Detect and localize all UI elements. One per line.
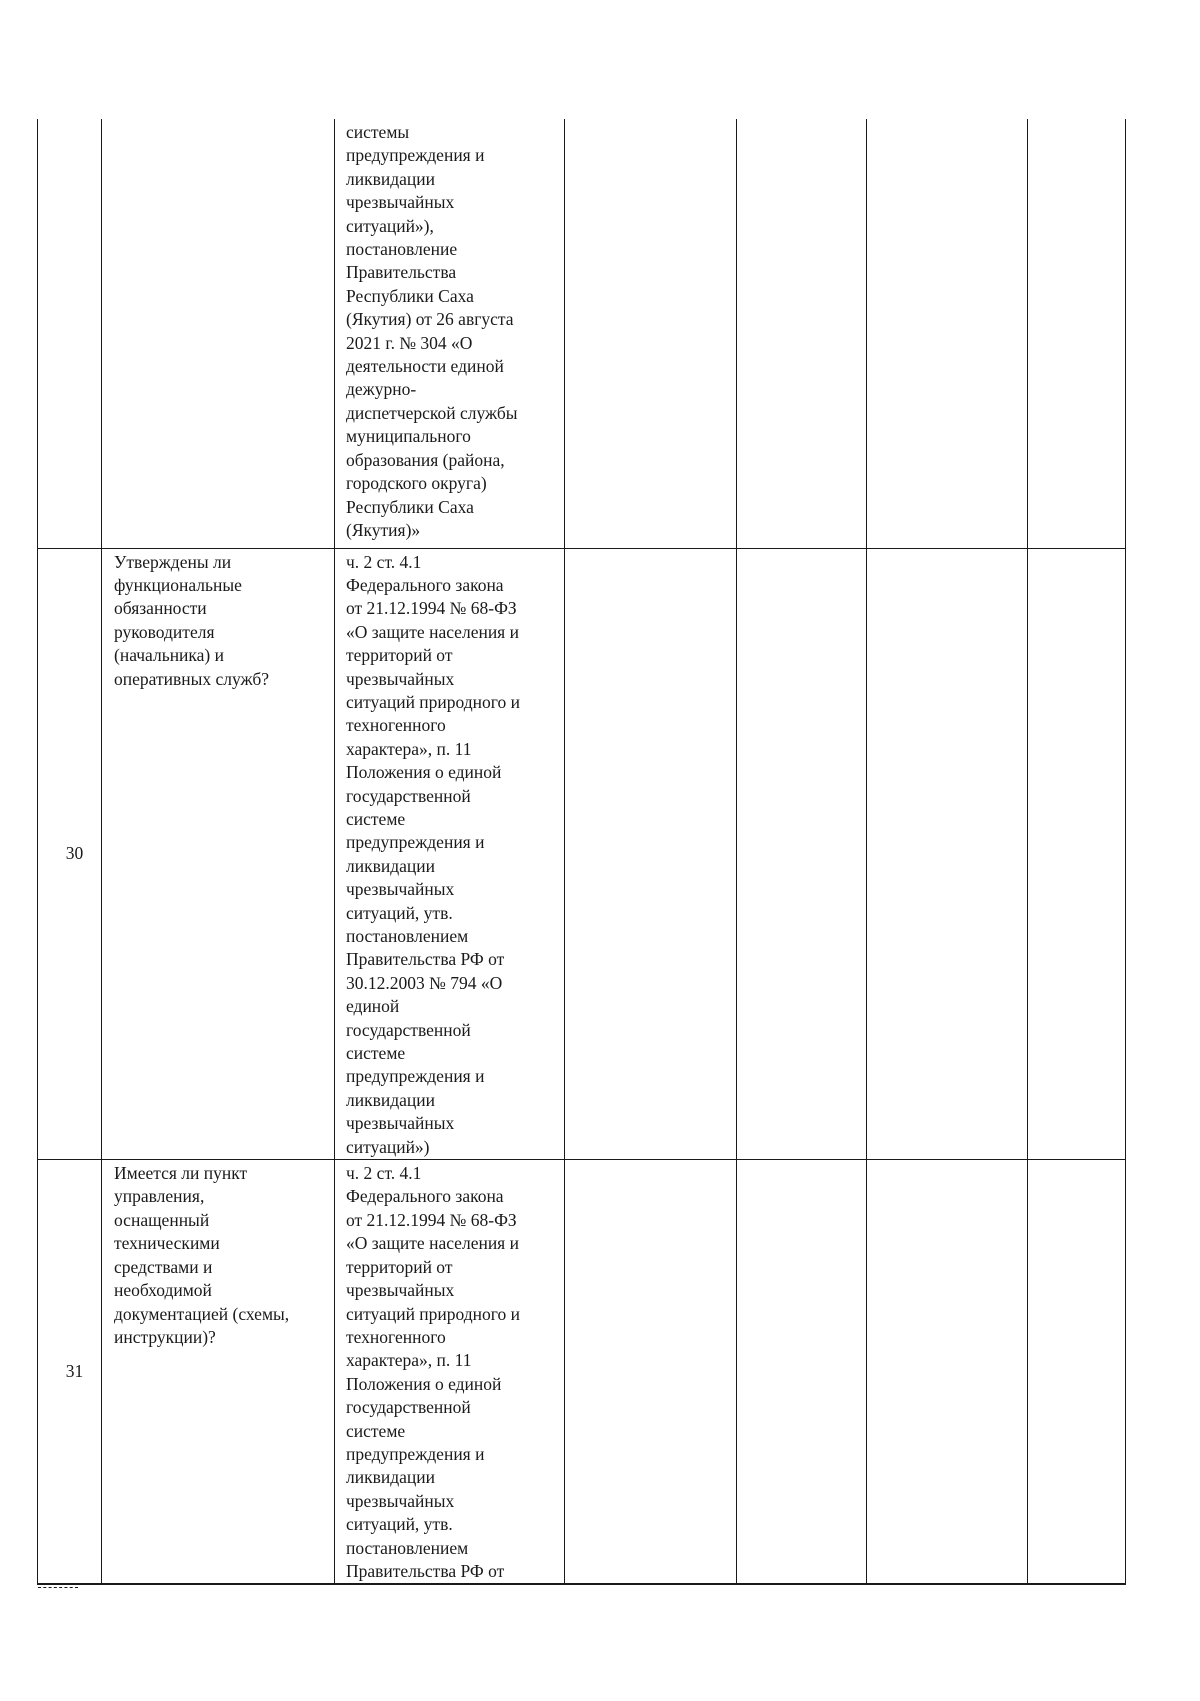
text-line: обязанности bbox=[114, 598, 207, 619]
text-line: от 21.12.1994 № 68-ФЗ bbox=[346, 598, 517, 619]
table-row-30 bbox=[38, 548, 1126, 1160]
text-line: характера», п. 11 bbox=[346, 1350, 472, 1371]
row-number bbox=[38, 119, 102, 548]
text-line: «О защите населения и bbox=[346, 621, 519, 642]
text-line: функциональные bbox=[114, 574, 242, 595]
text-line: Имеется ли пункт bbox=[114, 1163, 248, 1184]
text-line: (начальника) и bbox=[114, 645, 224, 666]
text-line: ч. 2 ст. 4.1 bbox=[346, 551, 422, 572]
text-line: государственной bbox=[346, 1019, 471, 1040]
question-cell bbox=[102, 548, 335, 1160]
text-line: ликвидации bbox=[346, 855, 435, 876]
text-line: документацией (схемы, bbox=[114, 1303, 290, 1324]
text-line: дежурно- bbox=[346, 379, 417, 400]
answer-yes-cell bbox=[565, 119, 737, 548]
text-line: постановлением bbox=[346, 1537, 469, 1558]
text-line: Утверждены ли bbox=[114, 551, 232, 572]
text-line: государственной bbox=[346, 785, 471, 806]
text-line: ч. 2 ст. 4.1 bbox=[346, 1163, 422, 1184]
text-line: предупреждения и bbox=[346, 832, 485, 853]
legal-basis-cell bbox=[335, 548, 565, 1160]
text-line: постановлением bbox=[346, 926, 469, 946]
text-line: городского округа) bbox=[346, 473, 487, 494]
text-line: системе bbox=[346, 1420, 406, 1441]
text-line: ситуаций»), bbox=[346, 215, 434, 236]
question-text bbox=[114, 551, 334, 691]
note-cell bbox=[1028, 1160, 1126, 1585]
text-line: системы bbox=[346, 122, 410, 142]
text-line: предупреждения и bbox=[346, 145, 485, 166]
answer-no-cell bbox=[737, 119, 867, 548]
row-number: 30 bbox=[38, 548, 102, 1160]
answer-not-applicable-cell bbox=[867, 1160, 1028, 1585]
text-line: средствами и bbox=[114, 1256, 213, 1277]
question-cell bbox=[102, 119, 335, 548]
table-row-31 bbox=[38, 1160, 1126, 1585]
text-line: системе bbox=[346, 808, 406, 829]
question-text bbox=[114, 1162, 334, 1349]
checklist-body bbox=[38, 119, 1126, 1584]
text-line: государственной bbox=[346, 1397, 471, 1418]
legal-basis-cell bbox=[335, 1160, 565, 1585]
text-line: деятельности единой bbox=[346, 356, 504, 377]
text-line: Положения о единой bbox=[346, 1373, 502, 1394]
answer-yes-cell bbox=[565, 548, 737, 1160]
text-line: чрезвычайных bbox=[346, 192, 455, 213]
text-line: чрезвычайных bbox=[346, 1490, 455, 1511]
text-line: характера», п. 11 bbox=[346, 738, 472, 759]
text-line: Правительства РФ от bbox=[346, 949, 505, 970]
text-line: системе bbox=[346, 1043, 406, 1064]
text-line: территорий от bbox=[346, 645, 453, 666]
answer-not-applicable-cell bbox=[867, 119, 1028, 548]
legal-basis-cell bbox=[335, 119, 565, 548]
answer-no-cell bbox=[737, 1160, 867, 1585]
text-line: территорий от bbox=[346, 1256, 453, 1277]
text-line: ситуаций природного и bbox=[346, 1303, 521, 1324]
text-line: ситуаций») bbox=[346, 1136, 430, 1157]
text-line: (Якутия)» bbox=[346, 519, 421, 540]
text-line: постановление bbox=[346, 239, 458, 260]
checklist-table bbox=[37, 119, 1126, 1585]
text-line: Правительства РФ от bbox=[346, 1560, 505, 1581]
text-line: ситуаций, утв. bbox=[346, 1514, 453, 1535]
text-line: единой bbox=[346, 996, 400, 1017]
text-line: чрезвычайных bbox=[346, 1280, 455, 1301]
text-line: Федерального закона bbox=[346, 1186, 504, 1207]
text-line: ликвидации bbox=[346, 168, 435, 189]
row-number: 31 bbox=[38, 1160, 102, 1585]
text-line: оперативных служб? bbox=[114, 668, 270, 689]
text-line: «О защите населения и bbox=[346, 1233, 519, 1254]
text-line: от 21.12.1994 № 68-ФЗ bbox=[346, 1209, 517, 1230]
legal-basis-text bbox=[346, 121, 564, 542]
text-line: чрезвычайных bbox=[346, 879, 455, 900]
text-line: образования (района, bbox=[346, 449, 505, 470]
table-row-continuation bbox=[38, 119, 1126, 548]
text-line: (Якутия) от 26 августа bbox=[346, 309, 514, 330]
text-line: Правительства bbox=[346, 262, 457, 283]
note-cell bbox=[1028, 548, 1126, 1160]
text-line: чрезвычайных bbox=[346, 1113, 455, 1134]
text-line: чрезвычайных bbox=[346, 668, 455, 689]
text-line: ситуаций природного и bbox=[346, 691, 521, 712]
legal-basis-text bbox=[346, 551, 564, 1160]
text-line: 30.12.2003 № 794 «О bbox=[346, 972, 503, 993]
text-line: оснащенный bbox=[114, 1209, 210, 1230]
text-line: Федерального закона bbox=[346, 574, 504, 595]
text-line: предупреждения и bbox=[346, 1066, 485, 1087]
text-line: необходимой bbox=[114, 1280, 212, 1301]
legal-basis-text bbox=[346, 1162, 564, 1583]
answer-yes-cell bbox=[565, 1160, 737, 1585]
text-line: 2021 г. № 304 «О bbox=[346, 332, 473, 353]
text-line: муниципального bbox=[346, 426, 471, 447]
text-line: диспетчерской службы bbox=[346, 402, 518, 423]
text-line: техногенного bbox=[346, 715, 446, 736]
question-cell bbox=[102, 1160, 335, 1585]
answer-not-applicable-cell bbox=[867, 548, 1028, 1160]
text-line: Положения о единой bbox=[346, 762, 502, 783]
answer-no-cell bbox=[737, 548, 867, 1160]
text-line: техническими bbox=[114, 1233, 220, 1254]
text-line: предупреждения и bbox=[346, 1443, 485, 1464]
text-line: ситуаций, утв. bbox=[346, 902, 453, 923]
text-line: управления, bbox=[114, 1186, 205, 1207]
page-cut-mark bbox=[38, 1587, 78, 1588]
text-line: инструкции)? bbox=[114, 1326, 216, 1347]
text-line: Республики Саха bbox=[346, 496, 474, 517]
text-line: ликвидации bbox=[346, 1467, 435, 1488]
text-line: ликвидации bbox=[346, 1089, 435, 1110]
note-cell bbox=[1028, 119, 1126, 548]
text-line: руководителя bbox=[114, 621, 215, 642]
text-line: техногенного bbox=[346, 1326, 446, 1347]
text-line: Республики Саха bbox=[346, 285, 474, 306]
